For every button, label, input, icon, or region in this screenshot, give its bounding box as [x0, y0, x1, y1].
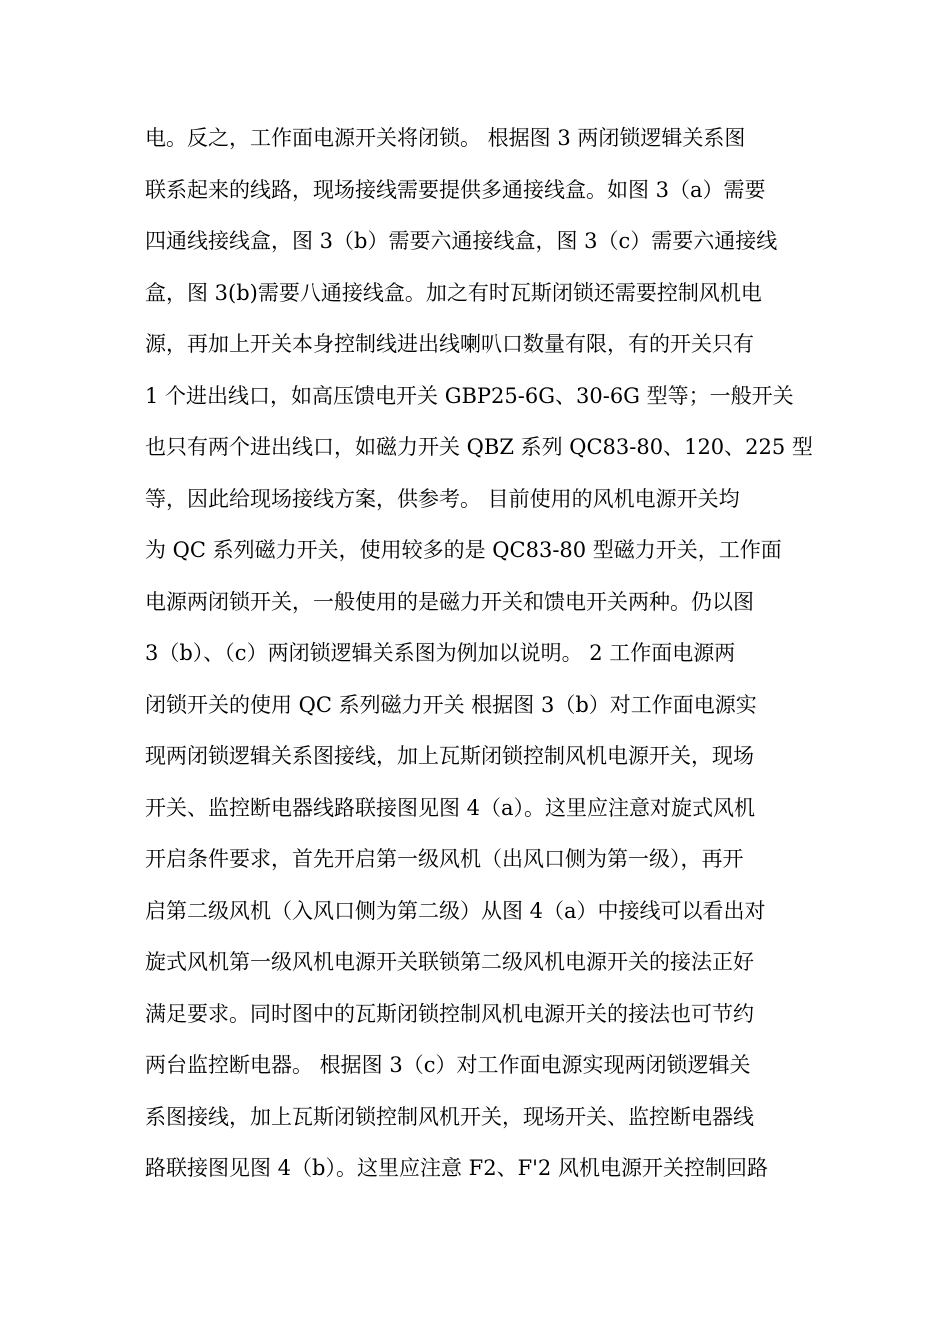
text-line: 现两闭锁逻辑关系图接线，加上瓦斯闭锁控制风机电源开关，现场 [145, 744, 754, 768]
text-line: 启第二级风机（入风口侧为第二级）从图 4（a）中接线可以看出对 [145, 898, 766, 923]
text-line: 电。反之，工作面电源开关将闭锁。 根据图 3 两闭锁逻辑关系图 [145, 126, 746, 150]
text-line: 联系起来的线路，现场接线需要提供多通接线盒。如图 3（a）需要 [145, 177, 766, 202]
text-line: 满足要求。同时图中的瓦斯闭锁控制风机电源开关的接法也可节约 [145, 1001, 754, 1026]
text-line: 开启条件要求，首先开启第一级风机（出风口侧为第一级），再开 [145, 847, 744, 871]
text-line: 3（b）、（c）两闭锁逻辑关系图为例加以说明。 2 工作面电源两 [145, 641, 736, 665]
text-line: 四通线接线盒，图 3（b）需要六通接线盒，图 3（c）需要六通接线 [145, 229, 778, 253]
text-line: 旋式风机第一级风机电源开关联锁第二级风机电源开关的接法正好 [145, 950, 754, 974]
text-line: 源，再加上开关本身控制线进出线喇叭口数量有限，有的开关只有 [145, 332, 754, 356]
text-line: 系图接线，加上瓦斯闭锁控制风机开关，现场开关、监控断电器线 [145, 1104, 754, 1129]
text-line: 电源两闭锁开关，一般使用的是磁力开关和馈电开关两种。仍以图 [145, 589, 754, 614]
text-line: 也只有两个进出线口，如磁力开关 QBZ 系列 QC83-80、120、225 型 [145, 435, 813, 459]
text-line: 两台监控断电器。 根据图 3（c）对工作面电源实现两闭锁逻辑关 [145, 1053, 751, 1077]
text-line: 等，因此给现场接线方案，供参考。 目前使用的风机电源开关均 [145, 486, 740, 511]
text-line: 开关、监控断电器线路联接图见图 4（a）。这里应注意对旋式风机 [145, 795, 756, 820]
text-line: 路联接图见图 4（b）。这里应注意 F2、F'2 风机电源开关控制回路 [145, 1156, 768, 1180]
body-text [145, 118, 815, 1200]
text-line: 闭锁开关的使用 QC 系列磁力开关 根据图 3（b）对工作面电源实 [145, 692, 757, 717]
text-line: 盒，图 3(b)需要八通接线盒。加之有时瓦斯闭锁还需要控制风机电 [145, 280, 762, 305]
text-line: 为 QC 系列磁力开关，使用较多的是 QC83-80 型磁力开关，工作面 [145, 538, 782, 562]
text-line: 1 个进出线口，如高压馈电开关 GBP25-6G、30-6G 型等；一般开关 [145, 383, 794, 408]
